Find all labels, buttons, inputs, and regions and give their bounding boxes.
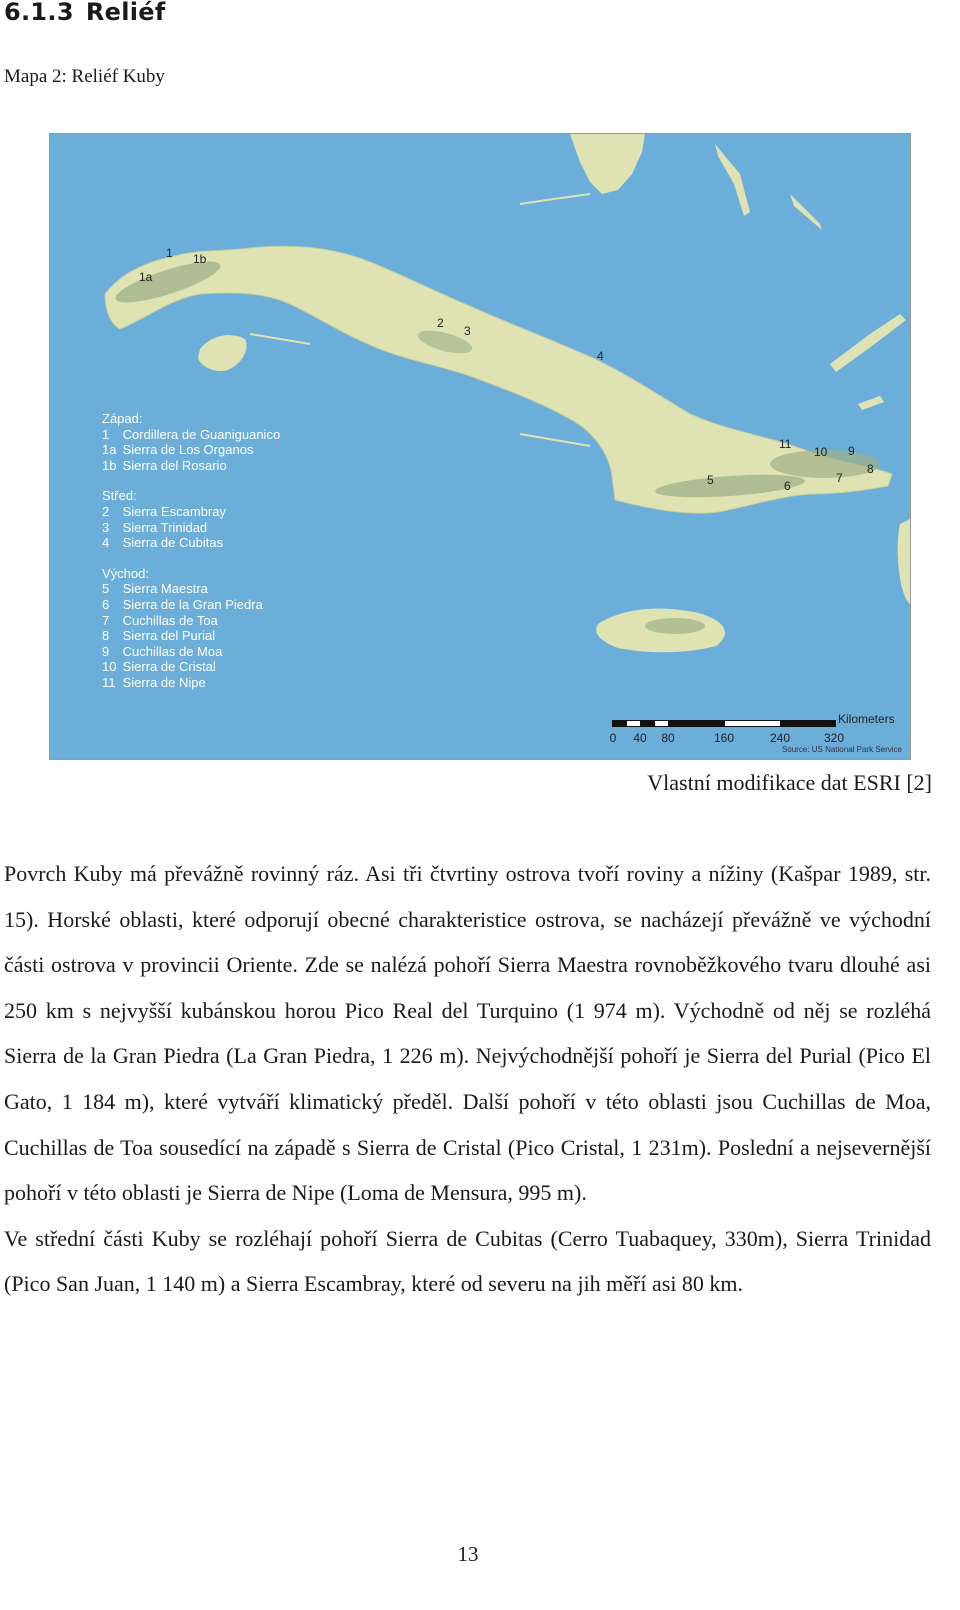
scale-tick: 320: [823, 731, 845, 745]
legend-code: 10: [102, 659, 117, 675]
scale-tick: 80: [661, 731, 675, 745]
relief-jamaica: [645, 618, 705, 634]
scale-seg: [668, 720, 726, 727]
map-label-6: 6: [784, 479, 791, 493]
figure-caption: Mapa 2: Reliéf Kuby: [4, 66, 165, 87]
legend-item: [102, 458, 280, 474]
map-label-1a: 1a: [139, 270, 153, 284]
scale-tick: 40: [633, 731, 647, 745]
legend-code: 11: [102, 674, 116, 690]
section-heading: [4, 0, 166, 26]
legend-item: [102, 644, 280, 660]
map-label-11: 11: [779, 437, 792, 451]
legend-name: Sierra de Nipe: [122, 674, 206, 690]
legend-name: Cordillera de Guaniguanico: [122, 426, 281, 442]
legend-group-center: [102, 488, 280, 550]
map-label-8: 8: [867, 462, 874, 476]
scale-seg: [724, 720, 782, 727]
legend-item: [102, 628, 280, 644]
legend-code: 1: [102, 426, 110, 442]
legend-name: Sierra de Cubitas: [122, 535, 224, 551]
section-title: Reliéf: [85, 0, 166, 26]
legend-item: [102, 504, 280, 520]
page-number: 13: [457, 1542, 479, 1566]
scale-seg: [780, 720, 836, 727]
section-number: 6.1.3: [4, 0, 74, 26]
legend-item: [102, 597, 280, 613]
legend-name: Sierra del Purial: [122, 628, 216, 644]
figure-credit: Vlastní modifikace dat ESRI [2]: [647, 770, 932, 795]
map-label-10: 10: [814, 445, 828, 459]
body-text: [4, 851, 931, 1307]
legend-item: [102, 581, 280, 597]
map-label-3: 3: [464, 324, 471, 338]
scale-tick: 160: [713, 731, 735, 745]
legend-item: [102, 675, 280, 691]
legend-code: 2: [102, 503, 110, 519]
scale-unit: Kilometers: [838, 712, 895, 726]
scale-tick: 240: [769, 731, 791, 745]
legend-group-east: [102, 566, 280, 691]
legend-name: Sierra Maestra: [122, 581, 208, 597]
legend-code: 7: [102, 612, 110, 628]
map-label-1b: 1b: [193, 252, 207, 266]
map-legend: [102, 411, 280, 706]
legend-item: [102, 659, 280, 675]
legend-name: Sierra de la Gran Piedra: [122, 596, 263, 612]
legend-group-title: Východ:: [102, 565, 149, 581]
map-source: Source: US National Park Service: [781, 745, 902, 754]
legend-code: 4: [102, 535, 110, 551]
legend-name: Cuchillas de Moa: [122, 643, 223, 659]
legend-name: Sierra Trinidad: [122, 519, 208, 535]
scale-bar-segments: [612, 720, 834, 727]
legend-code: 9: [102, 643, 110, 659]
legend-group-title: Střed:: [102, 488, 137, 504]
legend-item: [102, 520, 280, 536]
scale-tick: 0: [609, 731, 617, 745]
map-label-9: 9: [848, 444, 855, 458]
legend-group-west: [102, 411, 280, 473]
legend-code: 1b: [102, 457, 117, 473]
legend-item: [102, 427, 280, 443]
legend-name: Sierra del Rosario: [122, 457, 227, 473]
legend-item: [102, 442, 280, 458]
map-label-4: 4: [597, 349, 604, 363]
map-label-1: 1: [166, 246, 173, 260]
legend-code: 1a: [102, 442, 117, 458]
legend-code: 6: [102, 596, 110, 612]
legend-code: 3: [102, 519, 110, 535]
legend-group-title: Západ:: [102, 411, 143, 426]
map-label-5: 5: [707, 473, 714, 487]
paragraph: Ve střední části Kuby se rozléhají pohoří Sierra de Cubitas (Cerro Tuabaquey, 330m), Sierra Trinidad (Pico San Juan, 1 140 m) a Sierra Escambray, které od severu na jih měří asi 80 km.: [4, 1225, 931, 1297]
legend-name: Sierra de Los Organos: [122, 442, 254, 458]
legend-item: [102, 613, 280, 629]
legend-name: Sierra de Cristal: [122, 659, 216, 675]
map-label-2: 2: [437, 316, 444, 330]
map-label-7: 7: [836, 471, 843, 485]
legend-code: 8: [102, 628, 110, 644]
legend-code: 5: [102, 581, 110, 597]
legend-name: Sierra Escambray: [122, 503, 226, 519]
paragraph: Povrch Kuby má převážně rovinný ráz. Asi tři čtvrtiny ostrova tvoří roviny a nížiny (Kašpar 1989, str. 15). Horské oblasti, které odporují obecné charakteristice ostrova, se nacházejí převážně ve východní části ostrova v provincii Oriente. Zde se nalézá pohoří Sierra Maestra rovnoběžkového tvaru dlouhé asi 250 km s nejvyšší kubánskou horou Pico Real del Turquino (1 974 m). Východně od něj se rozléhá Sierra de la Gran Piedra (La Gran Piedra, 1 226 m). Nejvýchodnější pohoří je Sierra del Purial (Pico El Gato, 1 184 m), které vytváří klimatický předěl. Další pohoří v této oblasti jsou Cuchillas de Moa, Cuchillas de Toa sousedící na západě s Sierra de Cristal (Pico Cristal, 1 231m). Poslední a nejsevernější pohoří v této oblasti je Sierra de Nipe (Loma de Mensura, 995 m).: [4, 861, 931, 1206]
relief-map: [49, 133, 911, 760]
legend-name: Cuchillas de Toa: [122, 612, 218, 628]
legend-item: [102, 535, 280, 551]
